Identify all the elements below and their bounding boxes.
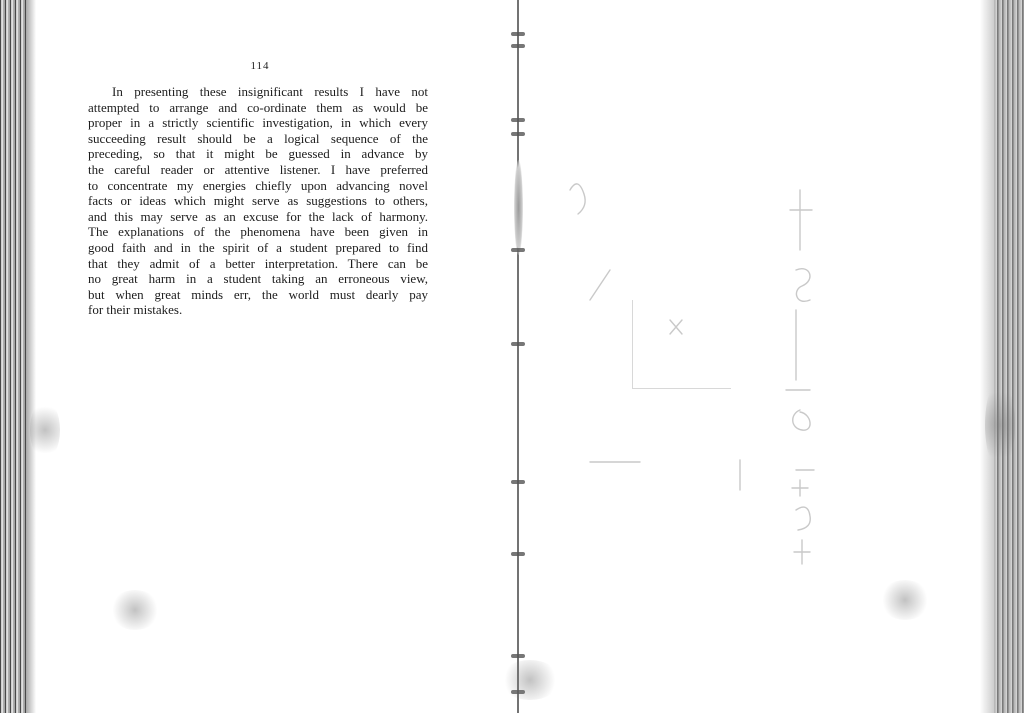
left-page-edge — [0, 0, 34, 713]
binding-stitch — [511, 480, 525, 484]
text-line: preceding, so that it might be guessed in advance by — [88, 146, 428, 162]
text-line: attempted to arrange and co-ordinate them as would be — [88, 99, 428, 115]
binding-stitch — [511, 342, 525, 346]
binding-gutter — [510, 0, 524, 713]
text-line: to concentrate my energies chiefly upon advancing novel — [88, 177, 428, 193]
pencil-marks — [560, 150, 980, 610]
binding-stitch — [511, 132, 525, 136]
page-smudge — [110, 590, 160, 630]
page-smudge — [985, 380, 1015, 470]
page-smudge — [30, 400, 60, 460]
binding-stitch — [511, 44, 525, 48]
body-paragraph — [88, 84, 428, 318]
text-line: In presenting these insignificant results I have not — [112, 84, 428, 99]
gutter-line — [517, 0, 519, 713]
right-page-edge — [994, 0, 1024, 713]
text-line: good faith and in the spirit of a student prepared to find — [88, 239, 428, 255]
text-line: no great harm in a student taking an erroneous view, — [88, 271, 428, 287]
text-line: The explanations of the phenomena have been given in — [88, 224, 428, 240]
page-number: 114 — [250, 60, 270, 72]
binding-stitch — [511, 118, 525, 122]
text-line: and this may serve as an excuse for the lack of harmony. — [88, 208, 428, 224]
text-line: proper in a strictly scientific investigation, in which every — [88, 115, 428, 131]
text-line: but when great minds err, the world must dearly pay — [88, 286, 428, 302]
text-line: for their mistakes. — [88, 302, 183, 318]
binding-stitch — [511, 32, 525, 36]
page-smudge — [500, 660, 560, 700]
binding-stitch — [511, 248, 525, 252]
text-line: that they admit of a better interpretation. There can be — [88, 255, 428, 271]
binding-stitch — [511, 552, 525, 556]
binding-thread — [514, 160, 523, 255]
text-line: facts or ideas which might serve as suggestions to others, — [88, 193, 428, 209]
text-line: succeeding result should be a logical sequence of the — [88, 130, 428, 146]
binding-stitch — [511, 654, 525, 658]
text-line: the careful reader or attentive listener. I have preferred — [88, 161, 428, 177]
page-smudge — [880, 580, 930, 620]
